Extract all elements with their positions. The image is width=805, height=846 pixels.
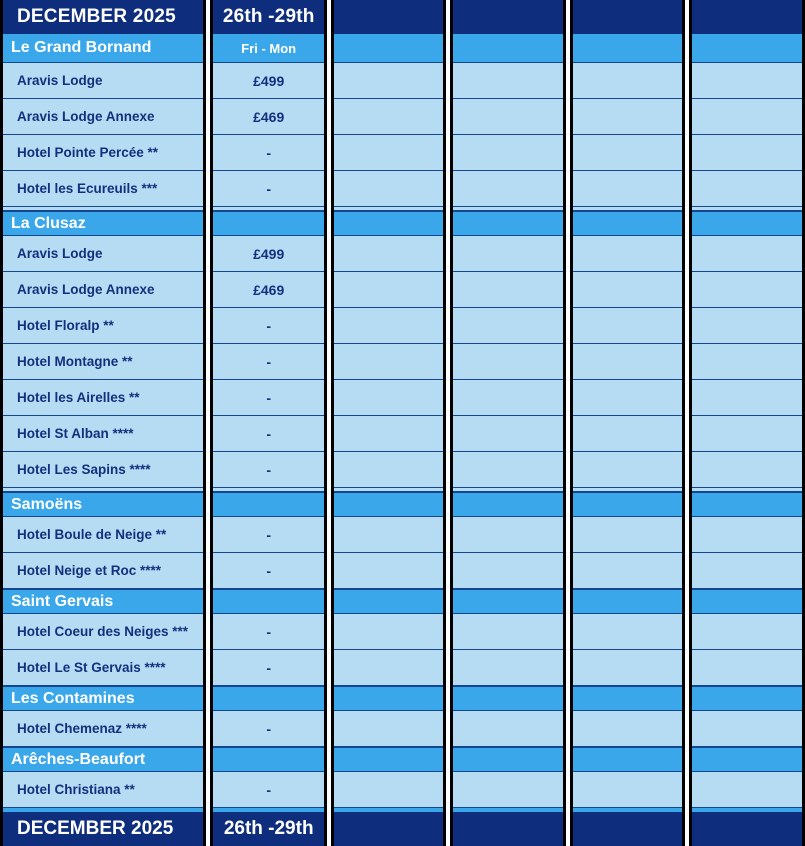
price-cell: - — [213, 517, 323, 553]
section-heading-les-contamines — [213, 686, 323, 711]
price-cell — [692, 553, 802, 589]
column-footer-resort: DECEMBER 2025 — [3, 812, 203, 846]
price-cell — [692, 380, 802, 416]
section-heading-ar-ches-beaufort: Arêches-Beaufort — [3, 747, 203, 772]
section-heading-samo-ns — [573, 492, 683, 517]
hotel-name-cell: Hotel Montagne ** — [3, 344, 203, 380]
price-cell — [692, 650, 802, 686]
price-cell — [692, 171, 802, 207]
price-cell — [573, 416, 683, 452]
hotel-name-cell: Hotel Boule de Neige ** — [3, 517, 203, 553]
price-cell — [334, 63, 444, 99]
price-cell — [692, 272, 802, 308]
price-cell: - — [213, 772, 323, 808]
section-heading-les-contamines: Les Contamines — [3, 686, 203, 711]
price-cell — [453, 236, 563, 272]
price-cell — [692, 344, 802, 380]
section-heading-les-contamines — [334, 686, 444, 711]
section-heading-les-contamines — [453, 686, 563, 711]
section-heading-les-contamines — [573, 686, 683, 711]
price-cell — [573, 711, 683, 747]
hotel-name-cell: Aravis Lodge Annexe — [3, 99, 203, 135]
price-cell — [334, 236, 444, 272]
price-cell — [573, 308, 683, 344]
column-footer-dates_1: 26th -29th — [213, 812, 323, 846]
price-cell — [573, 99, 683, 135]
price-cell — [692, 711, 802, 747]
price-cell — [573, 517, 683, 553]
column-footer-dates_2 — [334, 812, 444, 846]
price-cell: - — [213, 711, 323, 747]
price-cell — [692, 614, 802, 650]
column-subheader-dates_2 — [334, 34, 444, 63]
column-header-resort: DECEMBER 2025 — [3, 0, 203, 34]
price-cell — [334, 772, 444, 808]
section-heading-samo-ns — [453, 492, 563, 517]
section-heading-la-clusaz: La Clusaz — [3, 211, 203, 236]
column-footer-dates_5 — [692, 812, 802, 846]
column-dates_1 — [210, 0, 326, 846]
price-cell: - — [213, 452, 323, 488]
price-cell — [573, 553, 683, 589]
section-heading-saint-gervais — [692, 589, 802, 614]
column-dates_5 — [689, 0, 805, 846]
price-cell — [573, 614, 683, 650]
price-cell — [453, 135, 563, 171]
column-subheader-dates_3 — [453, 34, 563, 63]
price-cell: £469 — [213, 272, 323, 308]
price-cell — [692, 517, 802, 553]
column-header-dates_3 — [453, 0, 563, 34]
hotel-name-cell: Hotel Le St Gervais **** — [3, 650, 203, 686]
price-cell — [334, 171, 444, 207]
price-cell — [692, 452, 802, 488]
section-heading-saint-gervais: Saint Gervais — [3, 589, 203, 614]
section-heading-la-clusaz — [692, 211, 802, 236]
price-cell — [453, 772, 563, 808]
hotel-name-cell: Hotel Pointe Percée ** — [3, 135, 203, 171]
column-dates_3 — [450, 0, 566, 846]
section-heading-saint-gervais — [573, 589, 683, 614]
hotel-name-cell: Hotel les Airelles ** — [3, 380, 203, 416]
price-cell — [334, 272, 444, 308]
price-cell — [453, 711, 563, 747]
price-cell — [453, 553, 563, 589]
price-cell: - — [213, 380, 323, 416]
hotel-name-cell: Hotel Christiana ** — [3, 772, 203, 808]
price-cell: - — [213, 650, 323, 686]
price-cell — [453, 308, 563, 344]
price-cell — [334, 614, 444, 650]
price-cell — [453, 614, 563, 650]
price-cell — [453, 380, 563, 416]
hotel-name-cell: Hotel Neige et Roc **** — [3, 553, 203, 589]
price-cell — [334, 416, 444, 452]
price-cell — [453, 452, 563, 488]
price-cell — [334, 344, 444, 380]
section-heading-la-clusaz — [334, 211, 444, 236]
column-subheader-dates_1: Fri - Mon — [213, 34, 323, 63]
price-cell — [573, 171, 683, 207]
column-dates_2 — [331, 0, 447, 846]
price-cell — [573, 236, 683, 272]
price-cell: £499 — [213, 236, 323, 272]
price-cell: - — [213, 416, 323, 452]
column-header-dates_1: 26th -29th — [213, 0, 323, 34]
section-heading-saint-gervais — [453, 589, 563, 614]
section-heading-ar-ches-beaufort — [334, 747, 444, 772]
section-heading-samo-ns — [334, 492, 444, 517]
price-cell: - — [213, 344, 323, 380]
section-heading-ar-ches-beaufort — [453, 747, 563, 772]
section-heading-ar-ches-beaufort — [692, 747, 802, 772]
price-cell — [692, 772, 802, 808]
section-heading-ar-ches-beaufort — [213, 747, 323, 772]
price-cell — [334, 711, 444, 747]
price-cell — [334, 380, 444, 416]
price-cell — [573, 452, 683, 488]
price-cell — [573, 344, 683, 380]
hotel-name-cell: Hotel Chemenaz **** — [3, 711, 203, 747]
price-cell: £499 — [213, 63, 323, 99]
section-heading-samo-ns — [692, 492, 802, 517]
price-cell — [573, 650, 683, 686]
price-cell: - — [213, 308, 323, 344]
section-heading-la-clusaz — [453, 211, 563, 236]
column-subheader-dates_5 — [692, 34, 802, 63]
price-cell — [453, 344, 563, 380]
hotel-name-cell: Hotel St Alban **** — [3, 416, 203, 452]
price-cell — [334, 308, 444, 344]
hotel-name-cell: Hotel Les Sapins **** — [3, 452, 203, 488]
column-header-dates_5 — [692, 0, 802, 34]
price-cell — [692, 308, 802, 344]
price-cell — [334, 135, 444, 171]
price-cell — [692, 236, 802, 272]
hotel-name-cell: Aravis Lodge Annexe — [3, 272, 203, 308]
section-heading-samo-ns: Samoëns — [3, 492, 203, 517]
price-cell — [453, 650, 563, 686]
price-cell — [573, 772, 683, 808]
column-footer-dates_4 — [573, 812, 683, 846]
section-heading-la-clusaz — [213, 211, 323, 236]
price-cell — [334, 99, 444, 135]
column-dates_4 — [570, 0, 686, 846]
hotel-name-cell: Aravis Lodge — [3, 63, 203, 99]
section-heading-saint-gervais — [213, 589, 323, 614]
column-header-dates_4 — [573, 0, 683, 34]
section-heading-saint-gervais — [334, 589, 444, 614]
price-cell — [692, 416, 802, 452]
price-cell: - — [213, 553, 323, 589]
price-cell — [573, 272, 683, 308]
price-cell — [692, 63, 802, 99]
price-cell — [692, 135, 802, 171]
column-subheader-resort: Le Grand Bornand — [3, 34, 203, 63]
hotel-name-cell: Hotel les Ecureuils *** — [3, 171, 203, 207]
hotel-name-cell: Hotel Coeur des Neiges *** — [3, 614, 203, 650]
price-cell: - — [213, 171, 323, 207]
section-heading-samo-ns — [213, 492, 323, 517]
price-cell — [453, 63, 563, 99]
column-resort — [0, 0, 206, 846]
hotel-name-cell: Aravis Lodge — [3, 236, 203, 272]
price-cell: - — [213, 614, 323, 650]
price-cell — [453, 517, 563, 553]
column-subheader-dates_4 — [573, 34, 683, 63]
price-cell — [334, 650, 444, 686]
price-cell — [453, 272, 563, 308]
hotel-name-cell: Hotel Floralp ** — [3, 308, 203, 344]
section-heading-les-contamines — [692, 686, 802, 711]
price-cell — [453, 99, 563, 135]
price-cell — [573, 380, 683, 416]
section-heading-ar-ches-beaufort — [573, 747, 683, 772]
price-cell — [453, 416, 563, 452]
price-cell — [334, 553, 444, 589]
price-cell — [573, 63, 683, 99]
column-header-dates_2 — [334, 0, 444, 34]
price-cell — [334, 517, 444, 553]
price-cell — [334, 452, 444, 488]
price-cell — [453, 171, 563, 207]
price-cell — [692, 99, 802, 135]
section-heading-la-clusaz — [573, 211, 683, 236]
column-footer-dates_3 — [453, 812, 563, 846]
price-cell: £469 — [213, 99, 323, 135]
price-cell — [573, 135, 683, 171]
price-cell: - — [213, 135, 323, 171]
